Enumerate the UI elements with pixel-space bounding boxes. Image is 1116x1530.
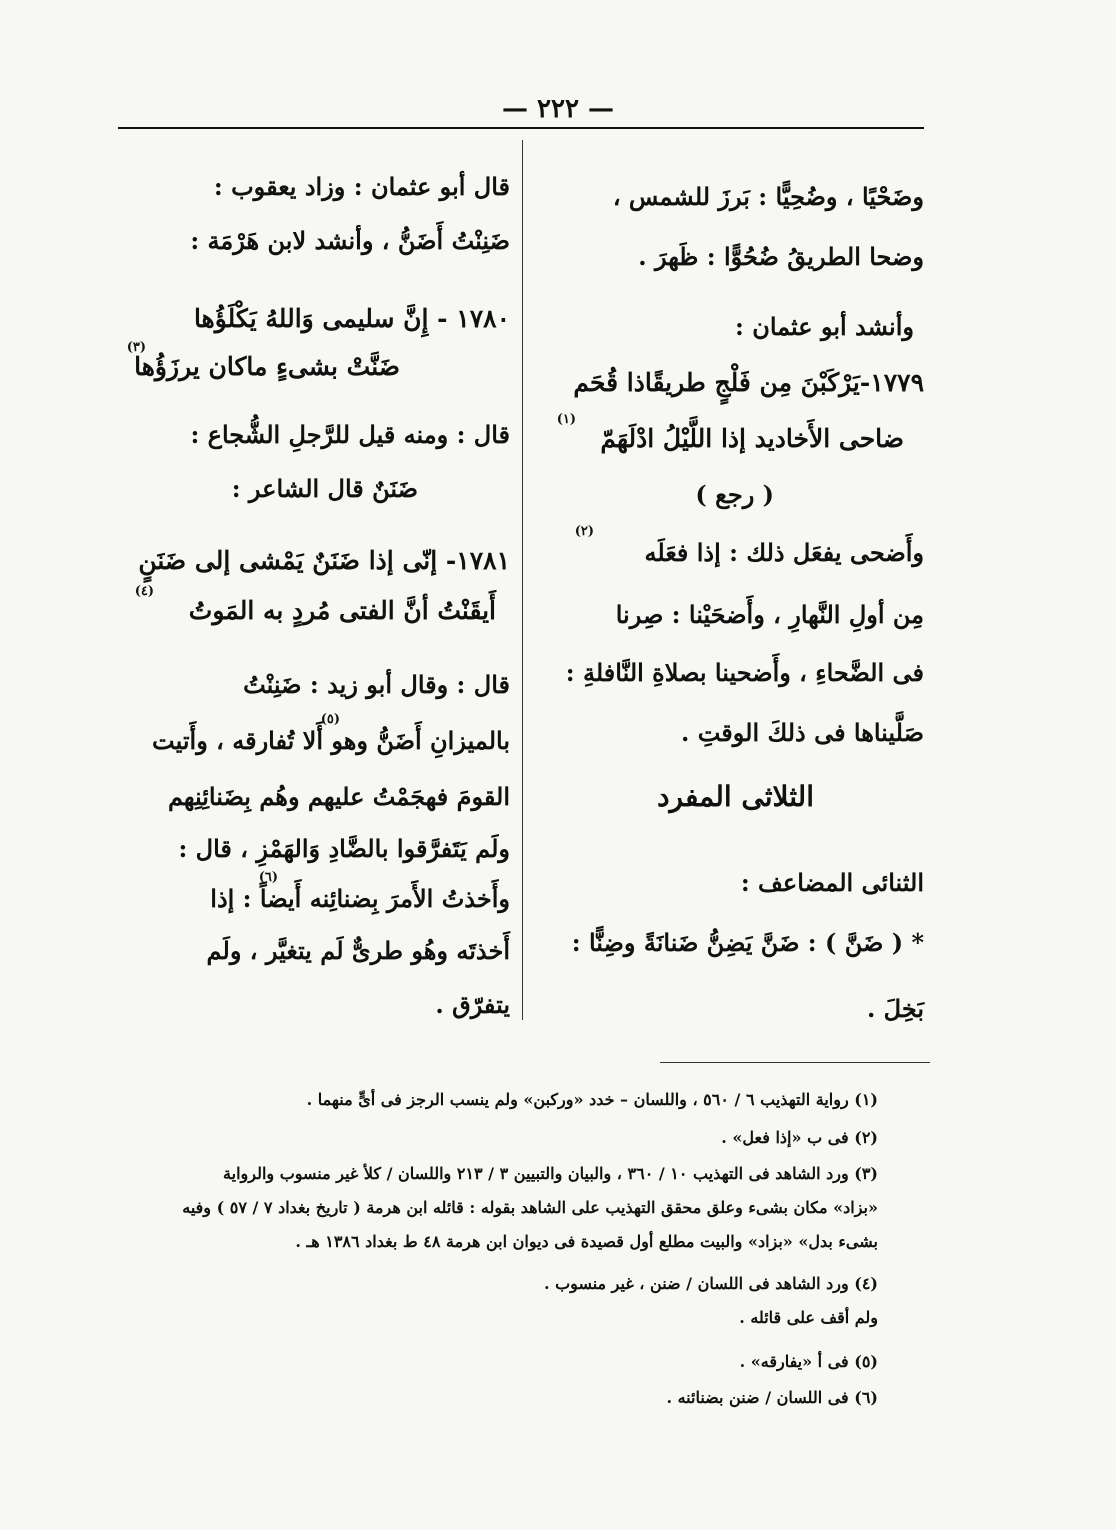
text-line: وأنشد أبو عثمان :	[735, 312, 914, 341]
text-line: بالميزانِ أَضَنُّ وهو أَلا تُفارقه ، وأَتيت	[152, 726, 510, 755]
text-line: ضَنِنْتُ أَضَنُّ ، وأنشد لابن هَرْمَة :	[190, 226, 510, 255]
footnote-marker: (٣)	[126, 340, 146, 355]
entry-line: * ( ضَنَّ ) : ضَنَّ يَضِنُّ ضَنانَةً وضِنًّا :	[571, 928, 924, 957]
footnote: (٦) فى اللسان / ضنن بضنائنه .	[666, 1388, 878, 1407]
text-line: وضَحْيًا ، وضُحِيًّا : بَرزَ للشمس ،	[612, 182, 924, 211]
text-line: مِن أولِ النَّهارِ ، وأَضحَيْنا : صِرنا	[615, 600, 924, 629]
footnote: (١) رواية التهذيب ٦ / ٥٦٠ ، واللسان – خدد «وركبن» ولم ينسب الرجز فى أىٍّ منهما .	[306, 1090, 878, 1109]
text-line: ( رجع )	[695, 480, 774, 509]
footnote-marker: (٦)	[258, 870, 278, 885]
text-line: وأَخذتُ الأَمرَ بِضنائِنه أَيضاً : إذا	[210, 884, 510, 913]
page-number: — ٢٢٢ —	[501, 94, 615, 124]
subsection-heading: الثنائى المضاعف :	[740, 868, 924, 897]
text-line: قال أبو عثمان : وزاد يعقوب :	[213, 172, 510, 201]
footnote: ولم أقف على قائله .	[739, 1308, 878, 1327]
text-line: بَخِلَ .	[866, 994, 924, 1023]
footnote-marker: (١)	[556, 412, 576, 427]
text-line: القومَ فهجَمْتُ عليهم وهُم بِضَنائِنِهم	[167, 782, 510, 811]
text-line: قال : ومنه قيل للرَّجلِ الشُّجاع :	[190, 420, 510, 449]
footnote-marker: (٢)	[574, 524, 594, 539]
footnote: (٣) ورد الشاهد فى التهذيب ١٠ / ٣٦٠ ، والبيان والتبيين ٣ / ٢١٣ واللسان / كلأ غير منسوب والرواية	[223, 1164, 878, 1183]
verse-line: ١٧٨٠ - إِنَّ سليمى وَاللهُ يَكْلَؤُها	[193, 304, 510, 333]
verse-line: أَيقَنْتُ أنَّ الفتى مُردٍ به المَوتُ	[188, 596, 496, 625]
footnote-marker: (٥)	[320, 712, 340, 727]
column-divider	[522, 140, 523, 1020]
verse-line: ضاحى الأَخاديد إذا اللَّيْلُ ادْلَهَمّ	[600, 424, 904, 453]
footnote: بشىء بدل» «بزاد» والبيت مطلع أول قصيدة فى ديوان ابن هرمة ٤٨ ط بغداد ١٣٨٦ هـ .	[295, 1232, 878, 1251]
text-line: ولَم يَتَفرَّقوا بالضَّادِ وَالهَمْزِ ، قال :	[178, 834, 510, 863]
text-line: وضحا الطريقُ ضُحُوًّا : ظَهرَ .	[638, 242, 924, 271]
footnote: (٤) ورد الشاهد فى اللسان / ضنن ، غير منسوب .	[543, 1274, 878, 1293]
verse-line: ١٧٧٩-يَرْكَبْنَ مِن فَلْجٍ طريقًاذا قُحَم	[573, 368, 924, 397]
text-line: يتفرّق .	[435, 990, 510, 1019]
text-line: قال : وقال أبو زيد : ضَنِنْتُ	[243, 670, 510, 699]
text-line: أَخذتَه وهُو طرىٌّ لَم يتغيَّر ، ولَم	[206, 936, 510, 965]
footnote-rule	[660, 1062, 930, 1063]
text-line: صَلَّيناها فى ذلكَ الوقتِ .	[681, 718, 924, 747]
footnote: (٢) فى ب «إذا فعل» .	[721, 1128, 878, 1147]
text-line: فى الضَّحاءِ ، وأَضحينا بصلاةِ النَّافلةِ :	[565, 658, 924, 687]
footnote: (٥) فى أ «يفارقه» .	[739, 1352, 878, 1371]
footnote: «بزاد» مكان بشىء وعلق محقق التهذيب على الشاهد بقوله : قائله ابن هرمة ( تاريخ بغداد ٧ / ٥٧ ) وفيه	[182, 1198, 878, 1217]
footnote-marker: (٤)	[134, 584, 154, 599]
header-rule	[118, 127, 924, 129]
section-heading: الثلاثى المفرد	[657, 780, 814, 813]
text-line: ضَنَنٌ قال الشاعر :	[231, 474, 418, 503]
verse-line: ١٧٨١- إنّى إذا ضَنَنٌ يَمْشى إلى ضَنَنٍ	[138, 546, 510, 575]
verse-line: ضَنَّتْ بشىءٍ ماكان يرزَؤُها	[134, 352, 400, 381]
text-line: وأَضحى يفعَل ذلك : إذا فعَلَه	[644, 538, 924, 567]
